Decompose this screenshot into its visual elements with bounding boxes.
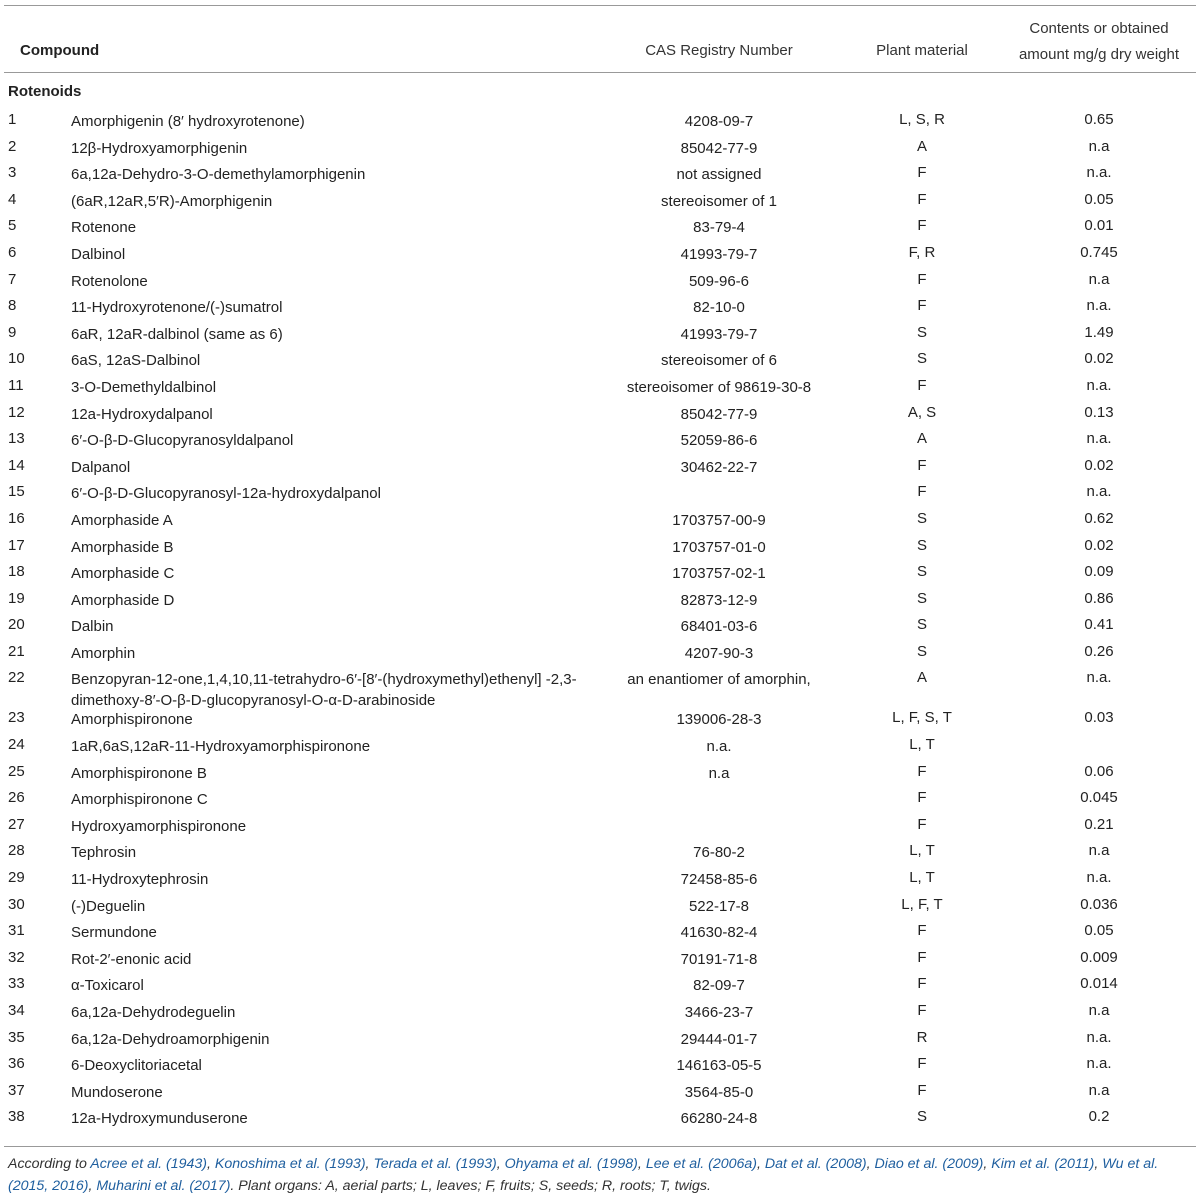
plant-material: S bbox=[916, 642, 927, 660]
plant-material: F bbox=[917, 1081, 927, 1099]
reference-link[interactable]: Diao et al. (2009) bbox=[874, 1156, 984, 1172]
cas-number: 52059-86-6 bbox=[680, 432, 758, 450]
header-contents-line2: amount mg/g dry weight bbox=[1018, 46, 1180, 63]
cas-number: 41630-82-4 bbox=[680, 924, 758, 942]
table-row bbox=[4, 560, 1196, 587]
content-value: n.a. bbox=[1086, 869, 1112, 887]
row-number: 5 bbox=[8, 217, 17, 235]
plant-material: S bbox=[916, 536, 927, 554]
cas-number: stereoisomer of 98619-30-8 bbox=[626, 378, 812, 396]
cas-number: 76-80-2 bbox=[693, 844, 745, 862]
row-number: 3 bbox=[8, 164, 17, 182]
compound-name: Amorphaside D bbox=[71, 591, 175, 609]
reference-link[interactable]: Muharini et al. (2017) bbox=[96, 1178, 231, 1194]
table-row bbox=[4, 507, 1196, 534]
content-value: n.a. bbox=[1086, 483, 1112, 501]
cas-number: 1703757-01-0 bbox=[672, 538, 766, 556]
header-plant-material: Plant material bbox=[876, 42, 968, 59]
plant-material: S bbox=[916, 509, 927, 527]
row-number: 16 bbox=[8, 509, 25, 527]
row-number: 26 bbox=[8, 789, 25, 807]
table-row bbox=[4, 587, 1196, 614]
table-row bbox=[4, 786, 1196, 813]
table-row bbox=[4, 972, 1196, 999]
header-contents-line1: Contents or obtained bbox=[1029, 20, 1169, 37]
compound-name: 6-Deoxyclitoriacetal bbox=[71, 1057, 202, 1075]
content-value: 0.745 bbox=[1080, 243, 1118, 261]
table-row bbox=[4, 454, 1196, 481]
table-row bbox=[4, 613, 1196, 640]
plant-material: A, S bbox=[907, 403, 937, 421]
compound-name: 3-O-Demethyldalbinol bbox=[71, 378, 217, 396]
row-number: 10 bbox=[8, 350, 25, 368]
row-number: 19 bbox=[8, 589, 25, 607]
table-row bbox=[4, 294, 1196, 321]
plant-material: R bbox=[916, 1028, 928, 1046]
cas-number: n.a bbox=[708, 764, 730, 782]
plant-material: S bbox=[916, 616, 927, 634]
row-number: 33 bbox=[8, 975, 25, 993]
reference-link[interactable]: Lee et al. (2006a) bbox=[645, 1156, 758, 1172]
row-number: 35 bbox=[8, 1028, 25, 1046]
table-top-rule bbox=[4, 5, 1196, 6]
footnote-tail: . Plant organs: A, aerial parts; L, leaves; F, fruits; S, seeds; R, roots; T, twigs. bbox=[230, 1178, 711, 1194]
plant-material: L, F, T bbox=[901, 895, 943, 913]
row-number: 9 bbox=[8, 323, 17, 341]
cas-number: 1703757-02-1 bbox=[672, 565, 766, 583]
content-value: 0.2 bbox=[1088, 1108, 1110, 1126]
reference-link[interactable]: Dat et al. (2008) bbox=[764, 1156, 867, 1172]
cas-number: 29444-01-7 bbox=[680, 1030, 758, 1048]
table-row bbox=[4, 427, 1196, 454]
header-compound: Compound bbox=[20, 42, 100, 59]
content-value: n.a. bbox=[1086, 1028, 1112, 1046]
row-number: 20 bbox=[8, 616, 25, 634]
row-number: 34 bbox=[8, 1002, 25, 1019]
plant-material: F bbox=[917, 297, 927, 315]
cas-number: 82-10-0 bbox=[693, 299, 745, 317]
table-row bbox=[4, 321, 1196, 348]
row-number: 12 bbox=[8, 403, 25, 421]
cas-number: 85042-77-9 bbox=[680, 139, 758, 157]
table-row bbox=[4, 666, 1196, 710]
row-number: 6 bbox=[8, 243, 17, 261]
table-row bbox=[4, 733, 1196, 760]
header-contents bbox=[999, 16, 1199, 68]
compound-name: Amorphispironone C bbox=[71, 791, 208, 809]
plant-material: F bbox=[917, 922, 927, 940]
row-number: 37 bbox=[8, 1081, 25, 1099]
compound-name: 11-Hydroxyrotenone/(-)sumatrol bbox=[71, 299, 283, 317]
plant-material: F, R bbox=[908, 243, 936, 261]
reference-link[interactable]: Kim et al. (2011) bbox=[991, 1156, 1095, 1172]
compound-name: Amorphaside C bbox=[71, 565, 175, 583]
compound-name: 12β-Hydroxyamorphigenin bbox=[71, 139, 248, 157]
table-row bbox=[4, 347, 1196, 374]
reference-link[interactable]: Ohyama et al. (1998) bbox=[504, 1156, 638, 1172]
row-number: 38 bbox=[8, 1108, 25, 1126]
compound-name: α-Toxicarol bbox=[71, 977, 144, 995]
content-value: 0.03 bbox=[1084, 709, 1114, 727]
plant-material: L, F, S, T bbox=[892, 709, 952, 727]
row-number: 14 bbox=[8, 456, 25, 474]
content-value: 0.86 bbox=[1084, 589, 1114, 607]
cas-number: 85042-77-9 bbox=[680, 405, 758, 423]
content-value: n.a. bbox=[1086, 430, 1112, 448]
plant-material: F bbox=[917, 270, 927, 288]
table-row bbox=[4, 640, 1196, 667]
compound-name: 6aS, 12aS-Dalbinol bbox=[71, 352, 201, 370]
row-number: 28 bbox=[8, 842, 25, 860]
header-rule bbox=[4, 72, 1196, 73]
compound-name: Dalbinol bbox=[71, 245, 126, 263]
table-row bbox=[4, 919, 1196, 946]
table-row bbox=[4, 374, 1196, 401]
content-value: n.a bbox=[1088, 270, 1110, 288]
plant-material: L, T bbox=[909, 736, 935, 754]
plant-material: S bbox=[916, 1108, 927, 1126]
plant-material: F bbox=[917, 1055, 927, 1073]
table-row bbox=[4, 866, 1196, 893]
compound-name: (6aR,12aR,5′R)-Amorphigenin bbox=[71, 192, 273, 210]
cas-number: 509-96-6 bbox=[688, 272, 750, 290]
compound-name: Hydroxyamorphispironone bbox=[71, 817, 247, 835]
row-number: 36 bbox=[8, 1055, 25, 1073]
plant-material: F bbox=[917, 948, 927, 966]
reference-link[interactable]: Terada et al. (1993) bbox=[373, 1156, 497, 1172]
table-row bbox=[4, 760, 1196, 787]
content-value: 0.65 bbox=[1084, 111, 1114, 128]
table-row bbox=[4, 946, 1196, 973]
table-row bbox=[4, 214, 1196, 241]
compound-name: 1aR,6aS,12aR-11-Hydroxyamorphispironone bbox=[71, 738, 371, 756]
plant-material: F bbox=[917, 975, 927, 993]
content-value: 0.09 bbox=[1084, 563, 1114, 581]
compound-name: 6aR, 12aR-dalbinol (same as 6) bbox=[71, 325, 283, 343]
compound-name: Amorphispironone B bbox=[71, 764, 207, 782]
content-value: 0.02 bbox=[1084, 456, 1114, 474]
cas-number: 4208-09-7 bbox=[684, 113, 754, 130]
row-number: 31 bbox=[8, 922, 25, 940]
row-number: 7 bbox=[8, 270, 17, 288]
compound-name: 6a,12a-Dehydro-3-O-demethylamorphigenin bbox=[71, 166, 366, 184]
plant-material: F bbox=[917, 1002, 927, 1019]
table-row bbox=[4, 893, 1196, 920]
plant-material: F bbox=[917, 190, 927, 208]
cas-number: 41993-79-7 bbox=[680, 245, 758, 263]
table-row bbox=[4, 1079, 1196, 1106]
row-number: 13 bbox=[8, 430, 25, 448]
cas-number: 522-17-8 bbox=[688, 897, 750, 915]
content-value: 0.21 bbox=[1084, 815, 1114, 833]
table-row bbox=[4, 268, 1196, 295]
compound-name: (-)Deguelin bbox=[71, 897, 146, 915]
plant-material: S bbox=[916, 350, 927, 368]
cas-number: n.a. bbox=[706, 738, 732, 756]
cas-number: 70191-71-8 bbox=[680, 950, 758, 968]
cas-number: an enantiomer of amorphin, bbox=[627, 671, 811, 689]
compound-name: Amorphispironone bbox=[71, 711, 193, 729]
content-value: 0.41 bbox=[1084, 616, 1114, 634]
content-value: 1.49 bbox=[1084, 323, 1114, 341]
cas-number: 3564-85-0 bbox=[684, 1083, 754, 1101]
plant-material: F bbox=[917, 376, 927, 394]
compound-name: Rotenolone bbox=[71, 272, 148, 290]
compound-name: Amorphin bbox=[71, 644, 136, 662]
row-number: 25 bbox=[8, 762, 25, 780]
footnote-references: Acree et al. (1943), Konoshima et al. (1993), Terada et al. (1993), Ohyama et al. (1998), Lee et al. (2006a), Dat et al. (2008), Diao et al. (2009), Kim et al. (2011), Wu et al. (2015, 2016), Muharini et al. (2017) bbox=[8, 1156, 1159, 1194]
row-number: 1 bbox=[8, 111, 17, 128]
table-row bbox=[4, 135, 1196, 162]
compound-name: 12a-Hydroxymunduserone bbox=[71, 1110, 248, 1128]
content-value: 0.045 bbox=[1080, 789, 1118, 807]
content-value: n.a bbox=[1088, 137, 1110, 155]
cas-number: 66280-24-8 bbox=[680, 1110, 758, 1128]
row-number: 17 bbox=[8, 536, 25, 554]
row-number: 2 bbox=[8, 137, 17, 155]
reference-link[interactable]: Wu et al. (2015, 2016) bbox=[8, 1156, 1159, 1194]
content-value: n.a. bbox=[1086, 164, 1112, 182]
plant-material: F bbox=[917, 762, 927, 780]
table-row bbox=[4, 188, 1196, 215]
content-value: 0.014 bbox=[1080, 975, 1118, 993]
cas-number: 1703757-00-9 bbox=[672, 511, 766, 529]
plant-material: F bbox=[917, 483, 927, 501]
row-number: 27 bbox=[8, 815, 25, 833]
content-value: n.a bbox=[1088, 842, 1110, 860]
content-value: 0.01 bbox=[1084, 217, 1114, 235]
cas-number: 82-09-7 bbox=[693, 977, 745, 995]
content-value: 0.05 bbox=[1084, 922, 1114, 940]
row-number: 11 bbox=[8, 376, 24, 394]
plant-material: S bbox=[916, 323, 927, 341]
plant-material: S bbox=[916, 589, 927, 607]
content-value: n.a bbox=[1088, 1002, 1110, 1019]
compound-name: Rot-2′-enonic acid bbox=[71, 950, 192, 968]
plant-material: F bbox=[917, 789, 927, 807]
compound-name: 12a-Hydroxydalpanol bbox=[71, 405, 213, 423]
row-number: 22 bbox=[8, 669, 25, 687]
table-row bbox=[4, 813, 1196, 840]
row-number: 23 bbox=[8, 709, 25, 727]
compound-name: Dalbin bbox=[71, 618, 114, 636]
compound-name: Benzopyran-12-one,1,4,10,11-tetrahydro-6′-[8′-(hydroxymethyl)ethenyl] -2,3-dimethoxy-8′-O-β-D-glucopyranosyl-O-α-D-arabinoside bbox=[71, 671, 577, 710]
table-row bbox=[4, 534, 1196, 561]
table-row bbox=[4, 1052, 1196, 1079]
header-cas-number: CAS Registry Number bbox=[645, 42, 793, 59]
cas-number: 41993-79-7 bbox=[680, 325, 758, 343]
reference-link[interactable]: Konoshima et al. (1993) bbox=[214, 1156, 366, 1172]
compound-name: 6′-O-β-D-Glucopyranosyldalpanol bbox=[71, 432, 294, 450]
compound-name: Rotenone bbox=[71, 219, 137, 237]
cas-number: 82873-12-9 bbox=[680, 591, 758, 609]
row-number: 15 bbox=[8, 483, 25, 501]
table-row bbox=[4, 401, 1196, 428]
compound-name: Tephrosin bbox=[71, 844, 137, 862]
compound-name: Amorphaside B bbox=[71, 538, 174, 556]
table-row bbox=[4, 1105, 1196, 1132]
cas-number: 146163-05-5 bbox=[676, 1057, 762, 1075]
content-value: 0.62 bbox=[1084, 509, 1114, 527]
table-row bbox=[4, 480, 1196, 507]
footnote-lead: According to bbox=[8, 1156, 87, 1172]
cas-number: 83-79-4 bbox=[693, 219, 745, 237]
compound-name: Mundoserone bbox=[71, 1083, 163, 1101]
compound-name: 6a,12a-Dehydrodeguelin bbox=[71, 1004, 236, 1021]
table-row bbox=[4, 706, 1196, 733]
row-number: 4 bbox=[8, 190, 17, 208]
plant-material: L, T bbox=[909, 842, 935, 860]
content-value: n.a bbox=[1088, 1081, 1110, 1099]
row-number: 18 bbox=[8, 563, 25, 581]
table-row bbox=[4, 161, 1196, 188]
compound-name: Amorphaside A bbox=[71, 511, 173, 529]
content-value: 0.06 bbox=[1084, 762, 1114, 780]
plant-material: A bbox=[916, 669, 927, 687]
table-row bbox=[4, 999, 1196, 1026]
cas-number: 68401-03-6 bbox=[680, 618, 758, 636]
plant-material: F bbox=[917, 456, 927, 474]
plant-material: F bbox=[917, 217, 927, 235]
cas-number: not assigned bbox=[676, 166, 762, 184]
content-value: 0.02 bbox=[1084, 350, 1114, 368]
plant-material: F bbox=[917, 815, 927, 833]
plant-material: A bbox=[916, 430, 927, 448]
row-number: 21 bbox=[8, 642, 25, 660]
plant-material: S bbox=[916, 563, 927, 581]
content-value: 0.02 bbox=[1084, 536, 1114, 554]
plant-material: L, S, R bbox=[899, 111, 945, 128]
compound-name: 6a,12a-Dehydroamorphigenin bbox=[71, 1030, 270, 1048]
plant-material: A bbox=[916, 137, 927, 155]
compound-name: Dalpanol bbox=[71, 458, 131, 476]
content-value: 0.05 bbox=[1084, 190, 1114, 208]
compound-name: 11-Hydroxytephrosin bbox=[71, 871, 209, 889]
cas-number: 3466-23-7 bbox=[684, 1004, 754, 1021]
row-number: 29 bbox=[8, 869, 25, 887]
table-body bbox=[4, 108, 1196, 1132]
content-value: n.a. bbox=[1086, 669, 1112, 687]
cas-number: stereoisomer of 6 bbox=[661, 352, 777, 370]
content-value: 0.009 bbox=[1080, 948, 1118, 966]
content-value: 0.26 bbox=[1084, 642, 1114, 660]
cas-number: stereoisomer of 1 bbox=[661, 192, 777, 210]
cas-number: 139006-28-3 bbox=[676, 711, 762, 729]
reference-link[interactable]: Acree et al. (1943) bbox=[90, 1156, 208, 1172]
table-row bbox=[4, 108, 1196, 135]
row-number: 24 bbox=[8, 736, 25, 754]
cas-number: 4207-90-3 bbox=[684, 644, 754, 662]
row-number: 8 bbox=[8, 297, 17, 315]
compound-name: Amorphigenin (8′ hydroxyrotenone) bbox=[71, 113, 305, 130]
table-row bbox=[4, 1026, 1196, 1053]
table-bottom-rule bbox=[4, 1146, 1196, 1147]
row-number: 30 bbox=[8, 895, 25, 913]
table-row bbox=[4, 241, 1196, 268]
cas-number: 30462-22-7 bbox=[680, 458, 758, 476]
compound-name: Sermundone bbox=[71, 924, 157, 942]
plant-material: F bbox=[917, 164, 927, 182]
content-value: 0.036 bbox=[1080, 895, 1118, 913]
compound-name: 6′-O-β-D-Glucopyranosyl-12a-hydroxydalpanol bbox=[71, 485, 381, 503]
content-value: 0.13 bbox=[1084, 403, 1114, 421]
content-value: n.a. bbox=[1086, 1055, 1112, 1073]
section-label-rotenoids: Rotenoids bbox=[8, 83, 82, 100]
table-row bbox=[4, 839, 1196, 866]
table-footnote bbox=[8, 1153, 1196, 1197]
plant-material: L, T bbox=[909, 869, 935, 887]
content-value: n.a. bbox=[1086, 376, 1112, 394]
content-value: n.a. bbox=[1086, 297, 1112, 315]
cas-number: 72458-85-6 bbox=[680, 871, 758, 889]
row-number: 32 bbox=[8, 948, 25, 966]
